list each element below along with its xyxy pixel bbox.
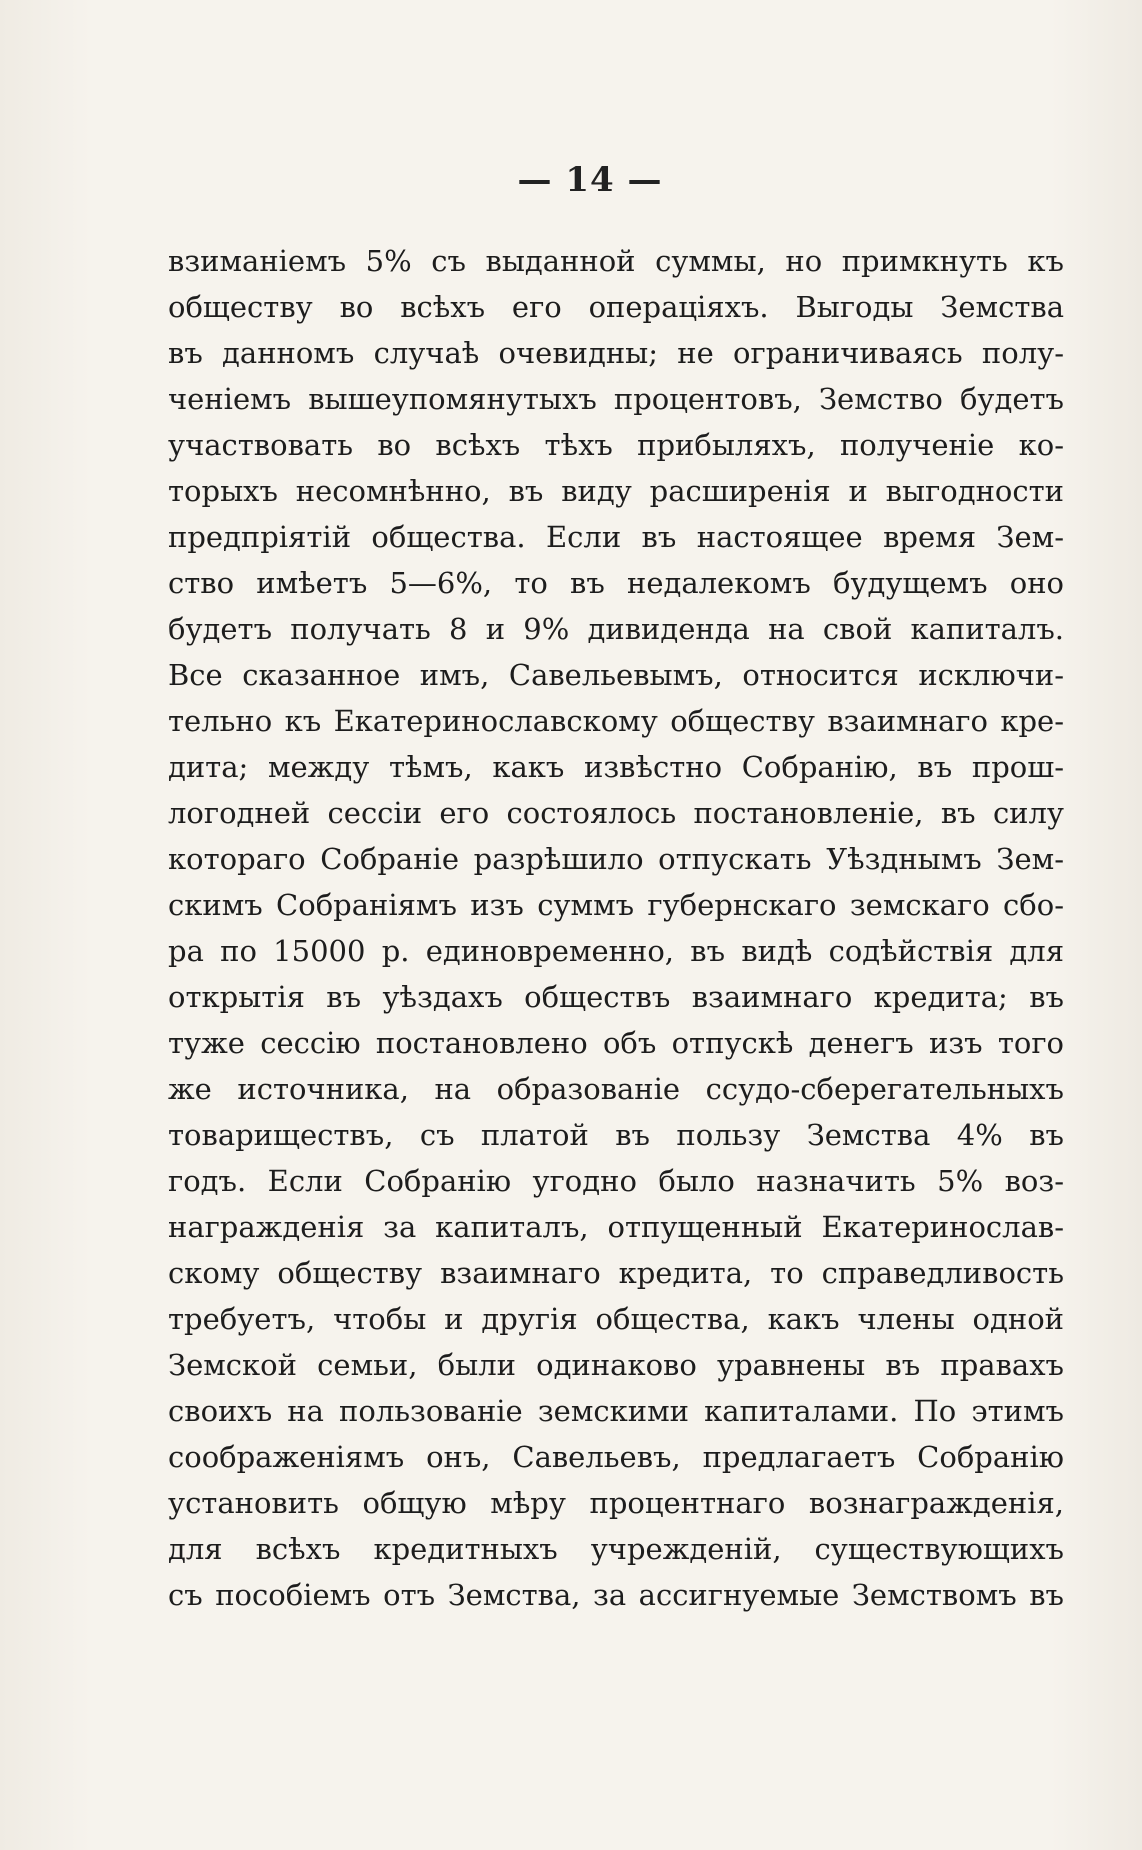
text-line: своихъ на пользованіе земскими капиталами. По этимъ: [168, 1394, 1064, 1428]
text-line: участвовать во всѣхъ тѣхъ прибыляхъ, полученіе ко-: [168, 428, 1064, 462]
text-line: же источника, на образованіе ссудо-сберегательныхъ: [168, 1072, 1064, 1106]
text-line: годъ. Если Собранію угодно было назначить 5% воз-: [168, 1164, 1064, 1198]
page-number: — 14 —: [517, 160, 663, 200]
text-line: ство имѣетъ 5—6%, то въ недалекомъ будущемъ оно: [168, 566, 1064, 600]
text-line: для всѣхъ кредитныхъ учрежденій, существующихъ: [168, 1532, 1064, 1566]
text-line: требуетъ, чтобы и другія общества, какъ члены одной: [168, 1302, 1064, 1336]
text-line: логодней сессіи его состоялось постановленіе, въ силу: [168, 796, 1064, 830]
text-line: установить общую мѣру процентнаго вознагражденія,: [168, 1486, 1064, 1520]
text-line: взиманіемъ 5% съ выданной суммы, но примкнуть къ: [168, 244, 1064, 278]
text-line: скимъ Собраніямъ изъ суммъ губернскаго земскаго сбо-: [168, 888, 1064, 922]
text-line: будетъ получать 8 и 9% дивиденда на свой капиталъ.: [168, 612, 1064, 646]
text-line: ченіемъ вышеупомянутыхъ процентовъ, Земство будетъ: [168, 382, 1064, 416]
text-line: товариществъ, съ платой въ пользу Земства 4% въ: [168, 1118, 1064, 1152]
text-line: тельно къ Екатеринославскому обществу взаимнаго кре-: [168, 704, 1064, 738]
text-line: котораго Собраніе разрѣшило отпускать Уѣзднымъ Зем-: [168, 842, 1064, 876]
text-line: ра по 15000 р. единовременно, въ видѣ содѣйствія для: [168, 934, 1064, 968]
text-line: обществу во всѣхъ его операціяхъ. Выгоды Земства: [168, 290, 1064, 324]
text-line: Земской семьи, были одинаково уравнены въ правахъ: [168, 1348, 1064, 1382]
text-line: скому обществу взаимнаго кредита, то справедливость: [168, 1256, 1064, 1290]
text-line: торыхъ несомнѣнно, въ виду расширенія и выгодности: [168, 474, 1064, 508]
text-line: туже сессію постановлено объ отпускѣ денегъ изъ того: [168, 1026, 1064, 1060]
text-line: дита; между тѣмъ, какъ извѣстно Собранію, въ прош-: [168, 750, 1064, 784]
text-line: въ данномъ случаѣ очевидны; не ограничиваясь полу-: [168, 336, 1064, 370]
body-text: [168, 238, 1064, 1618]
text-line: Все сказанное имъ, Савельевымъ, относится исключи-: [168, 658, 1064, 692]
text-line: предпріятій общества. Если въ настоящее время Зем-: [168, 520, 1064, 554]
text-line: соображеніямъ онъ, Савельевъ, предлагаетъ Собранію: [168, 1440, 1064, 1474]
text-line: награжденія за капиталъ, отпущенный Екатеринослав-: [168, 1210, 1064, 1244]
text-line: съ пособіемъ отъ Земства, за ассигнуемые Земствомъ въ: [168, 1578, 1064, 1612]
text-line: открытія въ уѣздахъ обществъ взаимнаго кредита; въ: [168, 980, 1064, 1014]
